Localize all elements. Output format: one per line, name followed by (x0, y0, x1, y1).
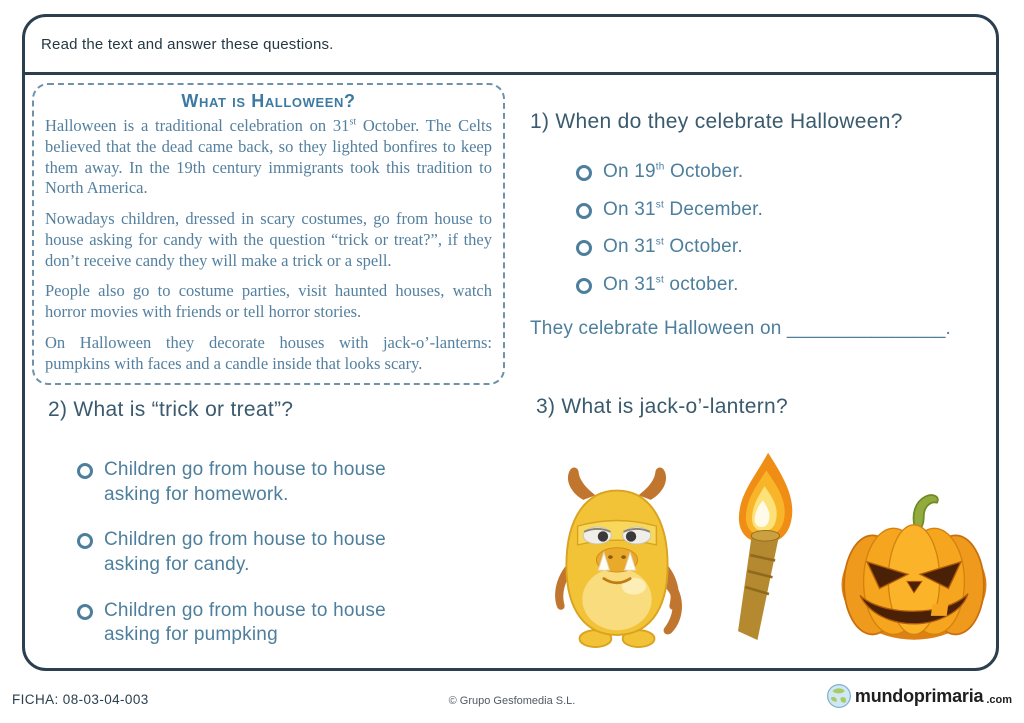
answer-option[interactable] (576, 273, 999, 298)
brand-name: mundoprimaria (854, 685, 984, 706)
radio-icon[interactable] (576, 203, 592, 219)
option-label: Children go from house to house asking for pumpking (104, 599, 386, 646)
answer-blank[interactable]: _______________ (786, 317, 946, 339)
reading-title: What is Halloween? (181, 91, 356, 111)
question-3 (536, 395, 999, 653)
radio-icon[interactable] (576, 278, 592, 294)
option-label: On 31st December. (603, 198, 764, 220)
answer-option[interactable] (77, 599, 427, 648)
question-3-title: 3) What is jack-o’-lantern? (536, 395, 789, 418)
question-1-title: 1) When do they celebrate Halloween? (530, 110, 903, 133)
question-1-options (576, 160, 999, 298)
option-label: On 19th October. (603, 161, 744, 182)
radio-icon[interactable] (77, 604, 93, 620)
answer-option[interactable] (77, 458, 427, 507)
question-2-title: 2) What is “trick or treat”? (48, 398, 294, 421)
brand-tld: .com (986, 693, 1012, 706)
reading-paragraph: On Halloween they decorate houses with jack-o’-lanterns: pumpkins with faces and a candle inside that looks scary. (45, 333, 492, 373)
answer-option[interactable] (576, 235, 999, 260)
radio-icon[interactable] (576, 165, 592, 181)
fill-in-sentence: They celebrate Halloween on _______________. (530, 317, 951, 339)
jack-o-lantern-illustration (830, 485, 998, 653)
answer-option[interactable] (77, 528, 427, 577)
option-label: Children go from house to house asking for homework. (104, 459, 386, 505)
option-label: On 31st october. (603, 274, 739, 296)
reading-paragraph: People also go to costume parties, visit haunted houses, watch horror movies with friends or tell horror stories. (45, 281, 492, 322)
torch-illustration (708, 445, 814, 653)
radio-icon[interactable] (576, 240, 592, 256)
answer-option[interactable] (576, 160, 999, 185)
reading-box (32, 83, 505, 385)
question-2-options (77, 458, 503, 648)
brand-logo (826, 683, 1012, 709)
option-label: On 31st October. (603, 236, 743, 258)
option-label: Children go from house to house asking for candy. (104, 529, 386, 576)
radio-icon[interactable] (77, 533, 93, 549)
radio-icon[interactable] (77, 463, 93, 479)
reading-paragraph: Nowadays children, dressed in scary costumes, go from house to house asking for candy with the question “trick or treat?”, if they don’t receive candy they will make a trick or a spell. (45, 209, 492, 270)
answer-option[interactable] (576, 198, 999, 223)
globe-icon (826, 683, 852, 709)
worksheet-frame (22, 14, 999, 671)
instruction-text: Read the text and answer these questions. (41, 36, 334, 53)
copyright-label: © Grupo Gesfomedia S.L. (448, 695, 576, 707)
monster-illustration (542, 463, 692, 653)
reading-paragraph: Halloween is a traditional celebration on 31st October. The Celts believed that the dead came back, so they lighted bonfires to keep them away. In the 19th century immigrants took this tradition to North America. (45, 116, 492, 198)
question-2 (48, 398, 503, 669)
instruction-bar (25, 17, 996, 75)
question-3-images (536, 445, 999, 653)
ficha-label: FICHA: 08-03-04-003 (12, 692, 149, 707)
question-1 (530, 110, 999, 340)
